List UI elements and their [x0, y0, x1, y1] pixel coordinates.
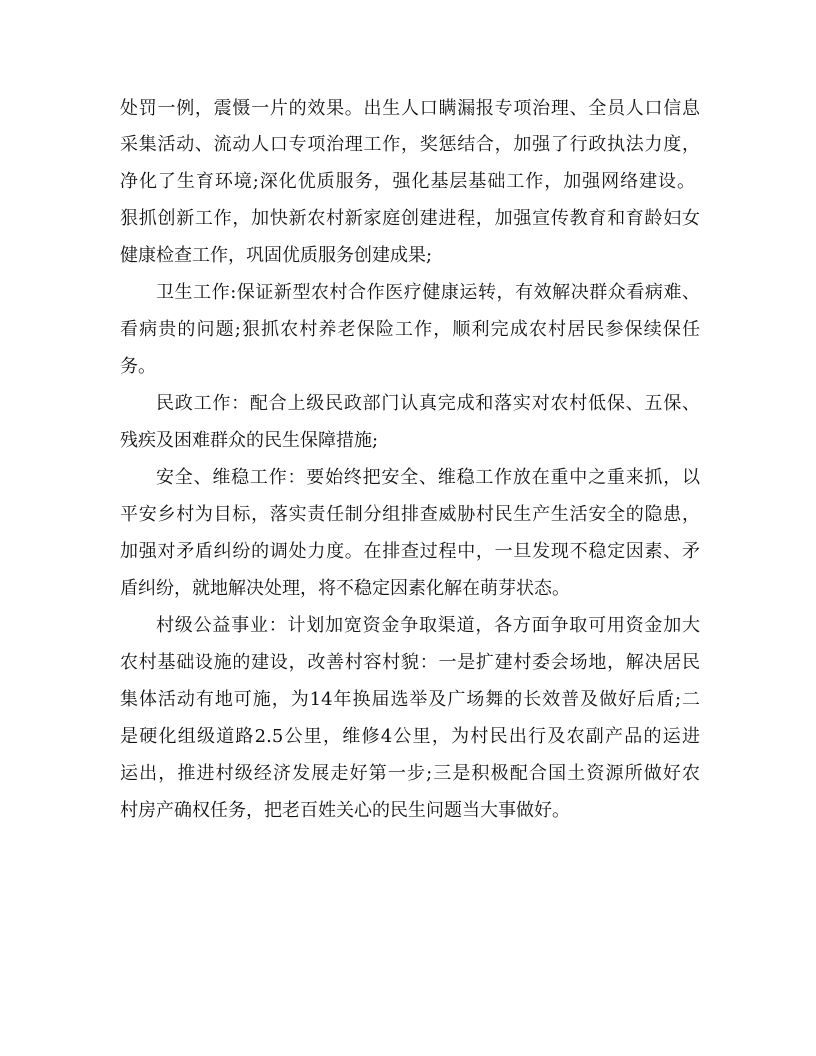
text-line: 处罚一例，震慑一片的效果。出生人口瞒漏报专项治理、全员人口信息: [120, 98, 700, 119]
text-line: 民政工作：配合上级民政部门认真完成和落实对农村低保、五保、: [156, 393, 700, 414]
text-line: 村级公益事业：计划加宽资金争取渠道，各方面争取可用资金加大: [156, 615, 700, 636]
text-line: 看病贵的问题;狠抓农村养老保险工作，顺利完成农村居民参保续保任: [120, 319, 700, 340]
text-line: 村房产确权任务，把老百姓关心的民生问题当大事做好。: [120, 800, 570, 821]
text-line: 集体活动有地可施，为14年换届选举及广场舞的长效普及做好后盾;二: [120, 689, 700, 710]
text-line: 农村基础设施的建设，改善村容村貌：一是扩建村委会场地，解决居民: [120, 652, 700, 673]
text-line: 净化了生育环境;深化优质服务，强化基层基础工作，加强网络建设。: [120, 171, 695, 192]
text-line: 运出，推进村级经济发展走好第一步;三是积极配合国土资源所做好农: [120, 763, 700, 784]
text-line: 加强对矛盾纠纷的调处力度。在排查过程中，一旦发现不稳定因素、矛: [120, 541, 700, 562]
text-line: 残疾及困难群众的民生保障措施;: [120, 430, 379, 451]
text-line: 采集活动、流动人口专项治理工作，奖惩结合，加强了行政执法力度，: [120, 134, 700, 155]
text-line: 卫生工作:保证新型农村合作医疗健康运转，有效解决群众看病难、: [156, 282, 700, 303]
text-line: 狠抓创新工作，加快新农村新家庭创建进程，加强宣传教育和育龄妇女: [120, 208, 700, 229]
text-line: 务。: [120, 356, 156, 377]
text-line: 是硬化组级道路2.5公里，维修4公里，为村民出行及农副产品的运进: [120, 726, 700, 747]
text-line: 盾纠纷，就地解决处理，将不稳定因素化解在萌芽状态。: [120, 578, 570, 599]
text-line: 平安乡村为目标，落实责任制分组排查威胁村民生产生活安全的隐患，: [120, 504, 700, 525]
text-line: 健康检查工作，巩固优质服务创建成果;: [120, 245, 433, 266]
text-line: 安全、维稳工作：要始终把安全、维稳工作放在重中之重来抓，以: [156, 467, 700, 488]
